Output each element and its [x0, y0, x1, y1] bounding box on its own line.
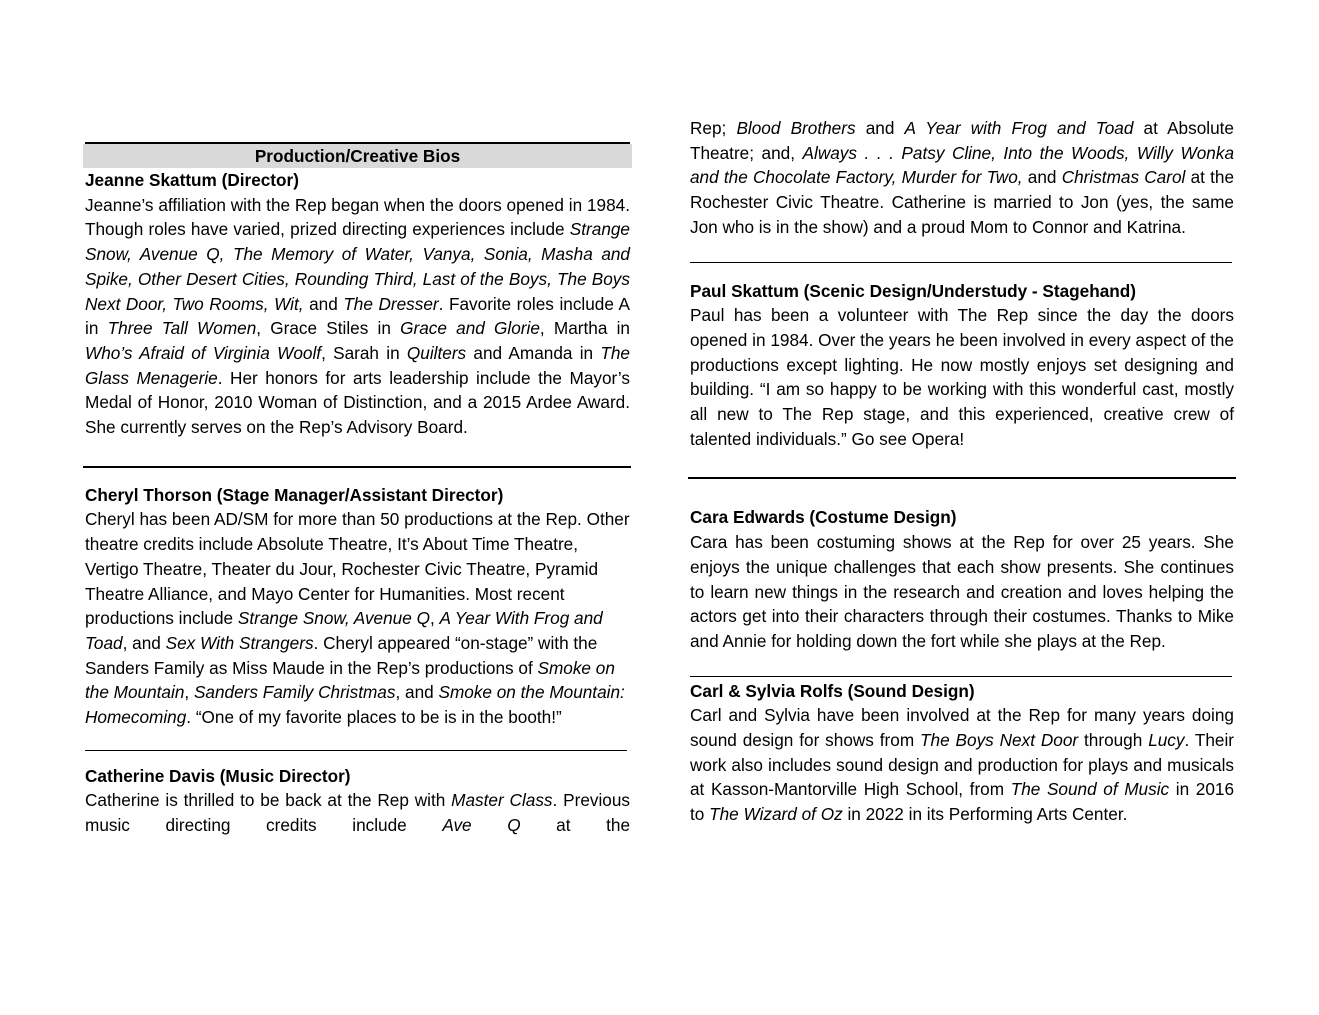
italic-title: Smoke on the Mountain [85, 657, 615, 703]
text-segment: and Amanda in [466, 342, 601, 363]
italic-title: Smoke on the Mountain: Homecoming [85, 682, 625, 728]
text-segment: through [1078, 730, 1149, 751]
text-segment: and [303, 293, 344, 314]
italic-title: Blood Brothers [736, 118, 856, 138]
text-segment: Carl and Sylvia have been involved at the Rep for many years doing sound design for shows from [690, 705, 1234, 751]
text-segment: , Martha in [539, 318, 630, 339]
text-segment: Paul has been a volunteer with The Rep since the day the doors opened in 1984. Over the years he been involved in every aspect of the productions except lighting. He now mostly enjoys set designing and building. “I am so happy to be working with this wonderful cast, mostly all new to The Rep stage, and this experienced, creative crew of talented individuals.” Go see Opera! [690, 305, 1234, 449]
bio-name-cara-edwards: Cara Edwards (Costume Design) [690, 507, 957, 528]
bio-text-paul-skattum [690, 303, 1234, 451]
text-segment: . Their work also includes sound design and production for plays and musicals at Kasson-Mantorville High School, from [690, 730, 1235, 800]
text-segment: , [429, 608, 440, 629]
text-segment: at the [520, 815, 631, 836]
italic-title: Strange Snow, Avenue Q, The Memory of Water, Vanya, Sonia, Masha and Spike, Other Desert Cities, Rounding Third, Last of the Boys, The Boys Next Door, Two Rooms, Wit, [85, 219, 630, 314]
bio-text-catherine-davis-part1 [85, 788, 630, 837]
italic-title: The Glass Menagerie [85, 342, 630, 388]
bio-name-carl-sylvia-rolfs: Carl & Sylvia Rolfs (Sound Design) [690, 680, 975, 701]
text-segment: at the Rochester Civic Theatre. Catherine is married to Jon (yes, the same Jon who is in the show) and a proud Mom to Connor and Katrina. [690, 167, 1235, 237]
bio-name-catherine-davis: Catherine Davis (Music Director) [85, 765, 351, 786]
text-segment: . Cheryl appeared “on-stage” with the Sanders Family as Miss Maude in the Rep’s productions of [85, 632, 598, 678]
text-segment: in 2022 in its Performing Arts Center. [842, 804, 1128, 825]
italic-title: Quilters [406, 342, 467, 363]
text-segment: Cara has been costuming shows at the Rep for over 25 years. She enjoys the unique challenges that each show presents. She continues to learn new things in the research and creation and loves helping the actors get into their characters through their costumes. Thanks to Mike and Annie for holding down the fort while she plays at the Rep. [690, 532, 1234, 651]
italic-title: Grace and Glorie [400, 318, 540, 339]
text-segment: , and [395, 682, 439, 703]
text-segment: , [184, 682, 194, 703]
italic-title: Three Tall Women [107, 318, 257, 339]
italic-title: The Dresser [343, 293, 439, 314]
bio-name-paul-skattum: Paul Skattum (Scenic Design/Understudy - Stagehand) [690, 280, 1137, 301]
text-segment: in 2016 to [690, 779, 1235, 825]
text-segment: . Previous music directing credits include [85, 790, 631, 836]
text-segment: . Her honors for arts leadership include the Mayor’s Medal of Honor, 2010 Woman of Distinction, and a 2015 Ardee Award. She currently serves on the Rep’s Advisory Board. [85, 367, 631, 438]
text-segment: Catherine is thrilled to be back at the Rep with [85, 790, 452, 811]
italic-title: Christmas Carol [1061, 167, 1186, 188]
section-title: Production/Creative Bios [83, 144, 632, 168]
italic-title: The Wizard of Oz [709, 804, 843, 825]
bio-text-cara-edwards [690, 530, 1234, 654]
text-segment: , Sarah in [321, 342, 407, 363]
italic-title: A Year with Frog and Toad [904, 118, 1134, 138]
italic-title: Lucy [1148, 730, 1185, 751]
bio-text-catherine-davis-part2 [690, 116, 1234, 240]
italic-title: Master Class [451, 790, 553, 811]
italic-title: Strange Snow, Avenue Q [237, 608, 430, 629]
bio-name-jeanne-skattum: Jeanne Skattum (Director) [85, 170, 299, 190]
text-segment: Cheryl has been AD/SM for more than 50 productions at the Rep. Other theatre credits include Absolute Theatre, It’s About Time Theatre, Vertigo Theatre, Theater du Jour, Rochester Civic Theatre, Pyramid Theatre Alliance, and Mayo Center for Humanities. Most recent productions include [85, 509, 630, 629]
text-segment: . “One of my favorite places to be is in the booth!” [186, 707, 562, 728]
right-column [690, 116, 1234, 827]
italic-title: Sex With Strangers [165, 632, 314, 653]
text-segment: at Absolute Theatre; and, [690, 118, 1234, 163]
text-segment: , and [122, 632, 166, 653]
italic-title: The Sound of Music [1010, 779, 1170, 800]
bio-text-carl-sylvia-rolfs [690, 703, 1234, 827]
text-segment: and [1022, 167, 1062, 188]
italic-title: Who’s Afraid of Virginia Woolf [85, 342, 322, 363]
italic-title: Sanders Family Christmas [193, 682, 396, 703]
bio-name-cheryl-thorson: Cheryl Thorson (Stage Manager/Assistant Director) [85, 484, 504, 505]
left-column [85, 142, 630, 838]
italic-title: Ave Q [442, 815, 521, 836]
italic-title: The Boys Next Door [920, 730, 1079, 751]
bio-text-cheryl-thorson [85, 507, 630, 729]
italic-title: A Year With Frog and Toad [85, 608, 603, 653]
text-segment: , Grace Stiles in [256, 318, 401, 339]
italic-title: Always . . . Patsy Cline, Into the Woods, Willy Wonka and the Chocolate Factory, Murder for Two, [690, 142, 1234, 188]
text-segment: . Favorite roles include A in [85, 293, 630, 339]
bio-text-jeanne-skattum [85, 193, 630, 440]
text-segment: Jeanne’s affiliation with the Rep began when the doors opened in 1984. Though roles have varied, prized directing experiences include [85, 194, 630, 240]
text-segment: Rep; [690, 118, 737, 138]
text-segment: and [855, 118, 905, 138]
